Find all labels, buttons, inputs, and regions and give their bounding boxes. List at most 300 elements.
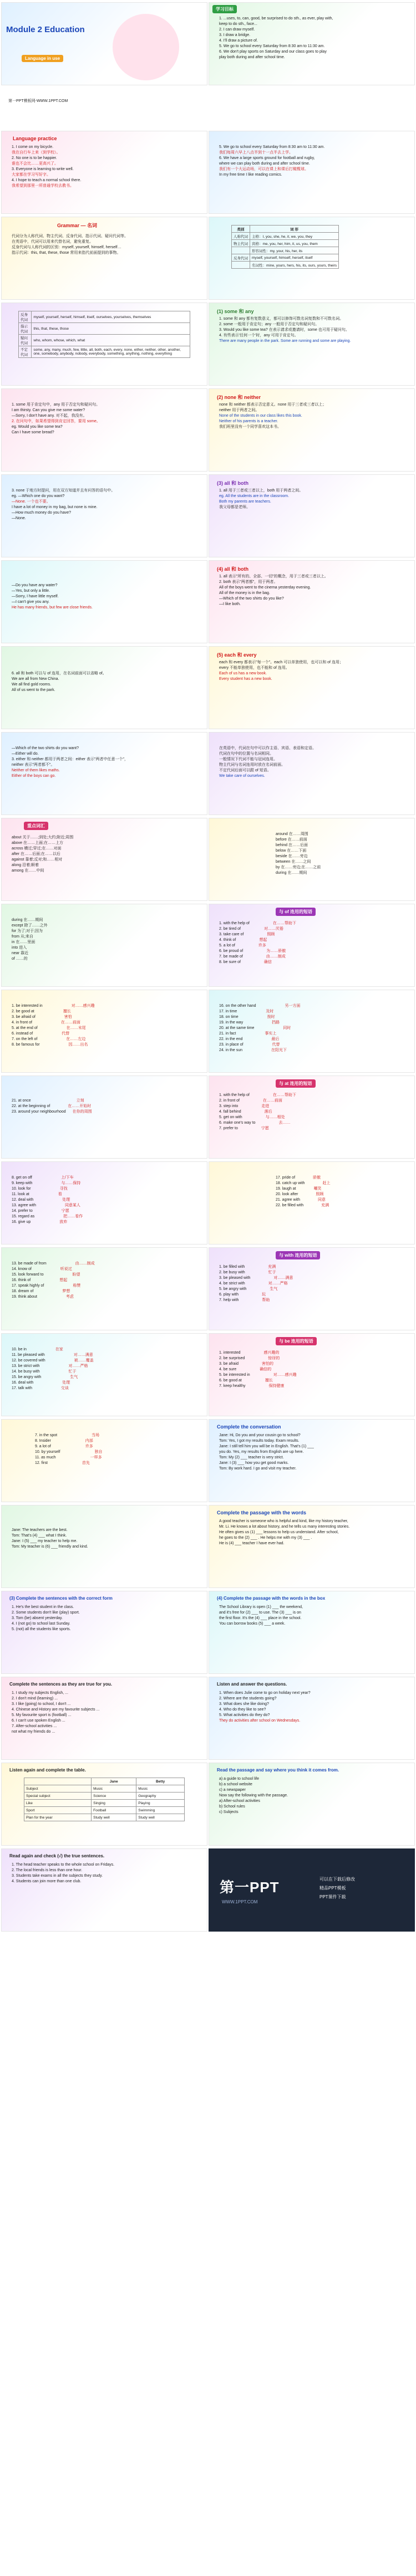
phrase-en: 4. in front of: [12, 1021, 32, 1025]
table-cell: 物主代词: [232, 240, 250, 247]
text-line: between 在……之间: [276, 860, 311, 864]
text-line: Now say the following with the passage.: [219, 1794, 288, 1797]
phrase-line: [12, 1031, 199, 1037]
text-line: against 靠着;反对;和……相对: [12, 858, 63, 862]
phrase-zh: 落后: [264, 1110, 272, 1114]
table-cell: Geography: [136, 1793, 185, 1800]
phrase-zh: 处理: [62, 1198, 70, 1202]
phrase-zh: 首先: [82, 1461, 90, 1465]
phrase-zh: 帮助: [262, 1298, 270, 1302]
phrase-en: 3. be afraid of: [12, 1015, 35, 1019]
text-line: 我希望到那里一所普通学校去教书。: [12, 184, 74, 188]
phrase-line: [276, 1186, 407, 1192]
phrase-line: [12, 1186, 199, 1192]
slide-tag: 与 at 连用的短语: [276, 1079, 316, 1088]
phrase-line: [219, 943, 407, 949]
phrase-line: [12, 1104, 199, 1109]
text-line: —Yes, but only a little.: [12, 589, 50, 593]
phrase-line: [12, 1214, 199, 1220]
phrase-line: [219, 1270, 407, 1276]
text-line: 5. (not) all the students like sports.: [12, 1627, 71, 1631]
phrase-en: 6. be proud of: [219, 949, 243, 953]
text-line: a) After-school activities: [219, 1799, 260, 1803]
phrase-line: [12, 1364, 199, 1369]
phrase-zh: 与……保持: [61, 1181, 81, 1185]
text-line: They do activities after school on Wednesdays.: [219, 1719, 301, 1723]
phrase-zh: 确信的: [260, 1368, 272, 1371]
phrase-en: 11. be pleased with: [12, 1353, 45, 1357]
phrase-line: [219, 1037, 407, 1042]
phrase-zh: 上/下车: [60, 1176, 74, 1180]
phrase-zh: 一样多: [90, 1456, 102, 1459]
slide-key-words: [1, 818, 207, 901]
phrase-line: [12, 1020, 199, 1026]
phrase-en: 4. fall behind: [219, 1110, 241, 1114]
phrase-line: [219, 1042, 407, 1048]
footer-url[interactable]: WWW.1PPT.COM: [222, 1899, 258, 1904]
phrase-zh: 在……帮助下: [272, 1093, 296, 1097]
slide-title: Listen again and complete the table.: [9, 1768, 86, 1773]
phrase-en: 1. interested: [219, 1351, 241, 1355]
slide-complete-sentences: [1, 1677, 207, 1760]
text-line: 2. Where are the students going?: [219, 1697, 277, 1701]
phrase-zh: 害怕的: [261, 1362, 273, 1366]
phrase-en: 11. look at: [12, 1192, 29, 1196]
phrase-en: 5. a lot of: [219, 944, 235, 948]
phrase-zh: 去……: [278, 1121, 291, 1125]
table-cell: myself, yourself, herself, himself, itself, ourselves, yourselves, themselves: [32, 311, 190, 323]
phrase-zh: 同意某人: [64, 1204, 80, 1207]
phrase-line: [276, 1175, 407, 1181]
phrase-en: 3. take care of: [219, 933, 244, 936]
slide-either-neither: [1, 732, 207, 815]
phrase-en: 1. with the help of: [219, 921, 250, 925]
text-line: Both my parents are teachers.: [219, 500, 271, 504]
text-line: —Either will do.: [12, 752, 39, 756]
cover-slide: [1, 2, 207, 103]
text-line: 1. some 和 any 都有复数意义，都可以修饰可数名词复数和不可数名词。: [219, 317, 344, 321]
text-line: among 在……中间: [12, 869, 44, 873]
text-line: 4. I hope to teach a normal school there.: [12, 178, 82, 182]
pronoun-table: [231, 225, 339, 269]
phrase-zh: 及时: [266, 1010, 274, 1013]
phrase-zh: 照顾: [267, 933, 275, 936]
phrase-zh: 称赞: [73, 1284, 81, 1288]
text-line: Can I have some bread?: [12, 431, 54, 434]
phrase-en: 21. at once: [12, 1099, 31, 1103]
slide-pronoun-usage: [209, 732, 415, 815]
slide-sentences: [1, 1591, 207, 1674]
text-line: The School Library is open (1) ___ the weekend,: [219, 1605, 303, 1609]
text-line: for 为了;对于;因为: [12, 929, 43, 933]
slide-title: Complete the conversation: [217, 1424, 281, 1430]
text-line: into 进入: [12, 946, 27, 950]
phrase-en: 3. be afraid: [219, 1362, 239, 1366]
text-line: —How much money do you have?: [12, 511, 71, 515]
slide-library-passage: [209, 1591, 415, 1674]
text-line: each 和 every 都表示"每一个"。each 可以单独使用，也可以和 of 连用；: [219, 660, 343, 664]
text-line: 4. Chinese and History are my favourite subjects ...: [12, 1708, 100, 1712]
text-line: Jane: I (3) ___ how you get good marks.: [219, 1461, 289, 1465]
slide-check-sentences: [1, 1848, 207, 1932]
text-line: 反身代词与人称代词的区别：myself, yourself, himself, herself…: [12, 245, 121, 249]
text-line: 代词分为人称代词、物主代词、反身代词、指示代词、疑问代词等。: [12, 234, 128, 238]
phrase-line: [219, 1109, 407, 1115]
table-cell: Subject: [24, 1785, 92, 1793]
slide-conversation-2: [1, 1505, 207, 1588]
phrase-zh: 被……覆盖: [74, 1359, 94, 1363]
phrase-zh: 嘲笑: [313, 1187, 322, 1191]
text-line: 1. I come on my bicycle.: [12, 145, 54, 149]
phrase-en: 8. be famous for: [12, 1043, 40, 1047]
phrase-line: [12, 1192, 199, 1197]
phrase-zh: 走进: [261, 1104, 270, 1108]
text-line: 在英语中，代词可以用来代替名词，避免重复。: [12, 240, 93, 244]
phrase-zh: 代替: [272, 1043, 280, 1047]
text-line: Mr. Li. He knows a lot about history, and he tells us many interesting stories.: [219, 1525, 350, 1529]
text-line: All of us went to the park.: [12, 688, 55, 692]
table-cell: who, whom, whose, which, what: [32, 335, 190, 346]
text-line: Jane: I (5) ___ my teacher to help me.: [12, 1539, 78, 1543]
phrase-line: [12, 1109, 199, 1115]
phrase-en: 17. pride of: [276, 1176, 296, 1180]
phrase-zh: 对……感兴趣: [71, 1004, 95, 1008]
text-line: 代词在句中的位置与名词相同。: [219, 752, 273, 756]
phrase-line: [219, 1126, 407, 1131]
table-cell: 反身代词: [232, 254, 250, 262]
text-line: 1. all 表示"所有的、全部、一切"的概念，用于三者或三者以上。: [219, 575, 328, 578]
text-line: above 在……上面;在……上方: [12, 841, 63, 845]
cover-site: 第一PPT模板网-WWW.1PPT.COM: [8, 99, 68, 103]
text-line: Tom: That's (4) ___ what I think.: [12, 1534, 67, 1538]
phrase-zh: 害怕: [64, 1015, 72, 1019]
text-line: Jane: The teachers are the best.: [12, 1528, 68, 1532]
slide-all-both-2: [209, 560, 415, 643]
text-line: —Sorry, I have little myself.: [12, 595, 59, 598]
phrase-en: 7. in the spot: [35, 1433, 58, 1437]
table-cell: Science: [92, 1793, 136, 1800]
phrase-en: 2. be busy with: [219, 1271, 245, 1274]
text-line: He is (4) ___ teacher I have ever had.: [219, 1541, 285, 1545]
phrase-zh: 照顾: [316, 1192, 324, 1196]
slide-of-phrases: [209, 904, 415, 987]
phrase-line: [219, 938, 407, 943]
slide-language-practice-2: [209, 131, 415, 214]
text-line: 大家都在学习写好字。: [12, 173, 50, 177]
footer-line: PPT课件下载: [319, 1894, 346, 1899]
phrase-en: 17. speak highly of: [12, 1284, 44, 1288]
phrase-zh: 擅长: [63, 1010, 71, 1013]
slide-tag: 重点词汇: [24, 822, 48, 830]
phrase-zh: 同时: [283, 1026, 291, 1030]
slide-some-any-2: [1, 388, 207, 472]
phrase-en: 19. laugh at: [276, 1187, 296, 1191]
table-cell: Special subject: [24, 1793, 92, 1800]
text-line: —Which of the two shirts do you want?: [12, 746, 79, 750]
phrase-en: 8. Insider: [35, 1439, 51, 1443]
phrase-line: [12, 1003, 199, 1009]
phrase-zh: 在……帮助下: [272, 921, 296, 925]
text-line: 2. 在问句中，如果希望得到肯定回答，要用 some。: [12, 419, 100, 423]
table-cell: Study well: [92, 1814, 136, 1821]
phrase-zh: 想起: [259, 938, 267, 942]
phrase-line: [12, 1009, 199, 1015]
phrase-line: [219, 954, 407, 960]
slide-phrases-2: [1, 990, 207, 1073]
objective-line: 1. ...uses, to, can, good, be surprised to do sth., as ever, play with,: [219, 17, 333, 21]
phrase-line: [219, 1098, 407, 1104]
table-cell: 主格：I, you, she, he, it, we, you, they: [250, 233, 339, 240]
text-line: 我们有一个大运动场，可以在课上和课后打橄榄球。: [219, 167, 308, 171]
text-line: —Do you have any water?: [12, 583, 58, 587]
text-line: beside 在……旁边: [276, 854, 308, 858]
phrase-zh: 在阳光下: [271, 1048, 287, 1052]
text-line: a) a guide to school life: [219, 1777, 259, 1781]
slide-listen-answer: [209, 1677, 415, 1760]
text-line: in 在……里面: [12, 940, 35, 944]
phrase-zh: 另一方面: [285, 1004, 301, 1008]
text-line: Each of us has a new book.: [219, 672, 267, 675]
phrase-zh: 在……前面: [262, 1099, 282, 1103]
listen-table: [24, 1778, 185, 1821]
table-cell: Music: [92, 1785, 136, 1793]
phrase-zh: 在……前面: [60, 1021, 80, 1025]
phrase-en: 6. make one's way to: [219, 1121, 256, 1125]
table-cell: 形容词性：my, your, his, her, its: [250, 247, 339, 254]
phrase-en: 13. agree with: [12, 1204, 36, 1207]
objective-line: 5. We go to school every Saturday from 8:30 am to 11:30 am.: [219, 44, 325, 48]
text-line: 1. The head teacher speaks to the whole school on Fridays.: [12, 1863, 115, 1867]
text-line: 我们班里没有一个同学喜欢这本书。: [219, 425, 281, 429]
phrase-zh: 考虑: [65, 1295, 74, 1299]
phrase-line: [12, 1353, 199, 1358]
phrase-en: 16. think of: [12, 1278, 31, 1282]
table-cell: 不定代词: [19, 346, 32, 358]
phrase-zh: 对……严格: [68, 1364, 88, 1368]
phrase-en: 16. give up: [12, 1220, 31, 1224]
phrase-zh: 当场: [92, 1433, 100, 1437]
slide-each-every: [209, 646, 415, 729]
text-line: where we can play both during and after school time.: [219, 162, 310, 166]
slide-phrases-8: [1, 1419, 207, 1502]
text-line: 不定代词后面可以跟 of 短语。: [219, 769, 271, 772]
phrase-line: [219, 949, 407, 954]
phrase-zh: 擅长: [265, 1379, 273, 1382]
text-line: below 在……下面: [276, 849, 307, 853]
phrase-en: 8. get on off: [12, 1176, 32, 1180]
phrase-zh: 生气: [270, 1287, 278, 1291]
phrase-en: 22. be filled with: [276, 1204, 304, 1207]
text-line: after 在……后面;在……以后: [12, 852, 60, 856]
phrase-line: [219, 1281, 407, 1287]
table-cell: 名词性：mine, yours, hers, his, its, ours, yours, theirs: [250, 262, 339, 269]
objective-line: 6. We don't play sports on Saturday and our class goes to play: [219, 50, 327, 54]
slide-phrases-5: [209, 1161, 415, 1245]
text-line: We take care of ourselves.: [219, 774, 265, 778]
phrase-en: 15. regard as: [12, 1215, 35, 1218]
text-line: 2. I don't mind (learning) ...: [12, 1697, 58, 1701]
phrase-en: 10. by yourself: [35, 1450, 60, 1454]
phrase-en: 23. in place of: [219, 1043, 243, 1047]
slide-none-neither: [209, 388, 415, 472]
phrase-line: [12, 1294, 199, 1300]
phrase-en: 22. in the end: [219, 1037, 243, 1041]
phrase-en: 2. be surprised: [219, 1356, 245, 1360]
phrase-zh: 最后: [271, 1037, 280, 1041]
text-line: —I like both.: [219, 602, 241, 606]
phrase-line: [35, 1450, 199, 1455]
phrase-en: 5. at the end of: [12, 1026, 38, 1030]
phrase-en: 7. on the left of: [12, 1037, 38, 1041]
phrase-line: [219, 1009, 407, 1015]
table-cell: Swimming: [136, 1807, 185, 1814]
phrase-zh: 立刻: [76, 1099, 84, 1103]
phrase-en: 3. be pleased with: [219, 1276, 251, 1280]
phrase-en: 9. a lot of: [35, 1445, 51, 1448]
phrase-line: [219, 1356, 407, 1361]
text-line: 我在自行车上来（到学校）。: [12, 151, 60, 155]
phrase-line: [219, 960, 407, 965]
text-line: before 在……前面: [276, 838, 307, 842]
phrase-en: 23. around your neighbourhood: [12, 1110, 66, 1114]
phrase-zh: 对……感兴趣: [273, 1373, 297, 1377]
slide-title: (5) each 和 every: [217, 652, 257, 658]
objective-line: 2. I can draw myself.: [219, 28, 255, 32]
phrase-zh: 惊讶的: [268, 1356, 280, 1360]
phrase-line: [12, 1289, 199, 1294]
slide-title: (1) some 和 any: [217, 309, 254, 314]
text-line: from 从;来自: [12, 935, 33, 939]
text-line: Neither of his parents is a teacher.: [219, 419, 278, 423]
text-line: 2. some 一般用于肯定句；any 一般用于否定句和疑问句。: [219, 322, 319, 326]
text-line: about 关于……;到处;大约;附近;周围: [12, 836, 74, 839]
objectives-slide: [209, 2, 415, 85]
phrase-en: 14. prefer to: [12, 1209, 33, 1213]
phrase-line: [12, 1283, 199, 1289]
phrase-line: [35, 1461, 199, 1466]
phrase-zh: 对……严格: [268, 1282, 288, 1286]
text-line: 4. Students can join more than one club.: [12, 1879, 82, 1883]
phrase-en: 16. deal with: [12, 1381, 34, 1385]
phrase-en: 14. know of: [12, 1267, 32, 1271]
text-line: 3. I like (going) to school, I don't ...: [12, 1702, 71, 1706]
text-line: Neither of them likes maths.: [12, 769, 60, 772]
phrase-en: 2. be tired of: [219, 927, 241, 931]
text-line: —Which of the two shirts do you like?: [219, 597, 284, 601]
phrase-en: 18. dream of: [12, 1289, 34, 1293]
text-line: —I can't give you any.: [12, 600, 50, 604]
phrase-line: [12, 1181, 199, 1186]
slide-title: (4) Complete the passage with the words in the box: [217, 1596, 326, 1601]
phrase-zh: 同意: [317, 1198, 326, 1202]
phrase-zh: 因……出名: [68, 1043, 88, 1047]
phrase-line: [219, 1093, 407, 1098]
table-cell: [232, 247, 250, 254]
text-line: 我父母都是老师。: [219, 505, 250, 509]
slide-tag: 与 be 连用的短语: [276, 1337, 317, 1345]
phrase-en: 6. be good at: [219, 1379, 242, 1382]
phrase-en: 10. be in: [12, 1348, 27, 1351]
footer-banner: [209, 1848, 415, 1932]
phrase-zh: 宁愿: [261, 1126, 269, 1130]
phrase-en: 4. be strict with: [219, 1282, 245, 1286]
text-line: during 在……期间: [12, 918, 43, 922]
phrase-zh: 确信: [263, 960, 272, 964]
text-line: 3. none 于地方时提问，用在双方知道并且有问答的语句中。: [12, 489, 115, 493]
text-line: 3. either 和 neither 都用于两者之间：either 表示"两者中任意一个"，: [12, 757, 128, 761]
text-line: of ……的: [12, 957, 28, 961]
phrase-en: 24. in the sun: [219, 1048, 243, 1052]
phrase-line: [12, 1380, 199, 1386]
phrase-zh: 忙于: [268, 1271, 276, 1274]
phrase-line: [12, 1369, 199, 1375]
phrase-en: 18. on time: [219, 1015, 239, 1019]
phrase-line: [12, 1197, 199, 1203]
phrase-zh: 挡路: [272, 1021, 280, 1025]
text-line: —None. 一个也不要。: [12, 500, 50, 504]
phrase-zh: 在……开始时: [68, 1104, 92, 1108]
phrase-zh: 在家: [55, 1348, 63, 1351]
phrase-zh: 与……相处: [265, 1115, 285, 1119]
text-line: eg. Would you like some tea?: [12, 425, 63, 429]
table-cell: Singing: [92, 1800, 136, 1807]
phrase-line: [276, 1197, 407, 1203]
text-line: —None.: [12, 516, 26, 520]
phrase-line: [12, 1358, 199, 1364]
phrase-line: [219, 1115, 407, 1120]
slide-title: (4) all 和 both: [217, 566, 248, 572]
phrase-zh: 玩: [261, 1293, 266, 1297]
text-line: 3. Everyone is learning to write well.: [12, 167, 74, 171]
phrase-en: 18. catch up with: [276, 1181, 305, 1185]
phrase-en: 5. be angry with: [219, 1287, 247, 1291]
text-line: 1. When does Julie come to go on holiday next year?: [219, 1691, 311, 1695]
text-line: You can borrow books (5) ___ a week.: [219, 1622, 286, 1626]
text-line: neither 表示"两者都不"。: [12, 763, 55, 767]
phrase-line: [219, 1384, 407, 1389]
phrase-line: [12, 1220, 199, 1225]
text-line: All of the money is in the bag.: [219, 591, 270, 595]
phrase-zh: 交谈: [60, 1386, 69, 1390]
text-line: Tom: Yes, I got my results today. Exam results.: [219, 1439, 300, 1443]
phrase-zh: 处理: [62, 1381, 70, 1385]
text-line: you do. Yes, my results from English are up here.: [219, 1450, 304, 1454]
slide-title: (2) none 和 neither: [217, 395, 261, 400]
phrase-en: 11. as much: [35, 1456, 56, 1459]
objectives-badge: 学习目标: [212, 5, 237, 13]
phrase-zh: 宁愿: [61, 1209, 69, 1213]
phrase-en: 3. step into: [219, 1104, 239, 1108]
slide-all-both: [209, 474, 415, 557]
phrase-line: [12, 1026, 199, 1031]
phrase-en: 19. in the way: [219, 1021, 243, 1025]
slide-title: (3) Complete the sentences with the correct form: [9, 1596, 113, 1601]
phrase-zh: 把……看作: [63, 1215, 83, 1218]
phrase-zh: 充满: [268, 1265, 276, 1269]
slide-phrases-6: [1, 1247, 207, 1330]
phrase-en: 6. instead of: [12, 1032, 33, 1036]
slide-phrases-3: [209, 990, 415, 1073]
text-line: I am thirsty. Can you give me some water?: [12, 408, 85, 412]
phrase-en: 4. be sure: [219, 1368, 237, 1371]
table-cell: 指示代词: [19, 323, 32, 335]
phrase-zh: 对……满意: [73, 1353, 93, 1357]
slide-grammar: [1, 217, 207, 300]
phrase-en: 8. be sure of: [219, 960, 241, 964]
text-line: In my free time I like reading comics.: [219, 173, 282, 177]
phrase-en: 1. be interested in: [12, 1004, 43, 1008]
slide-none-2: [1, 474, 207, 557]
